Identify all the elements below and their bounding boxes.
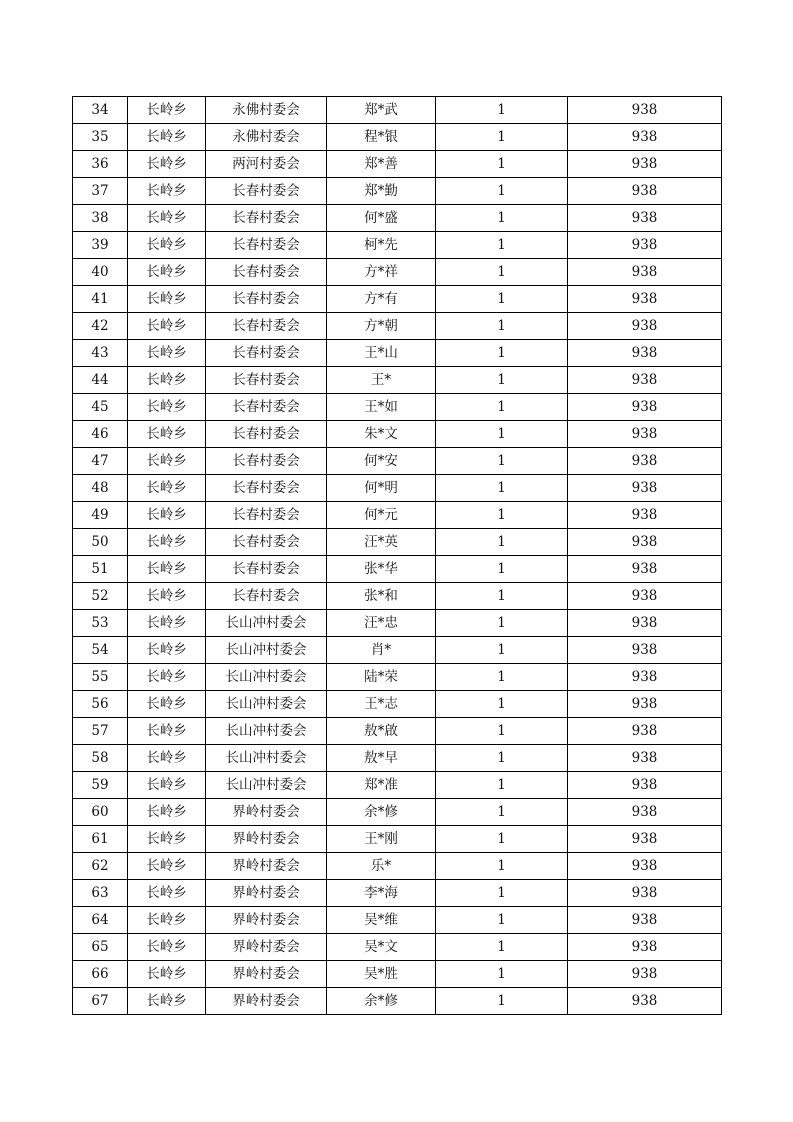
row-number-cell: 66 (73, 961, 128, 988)
count-cell: 1 (436, 556, 568, 583)
name-cell: 汪*忠 (327, 610, 436, 637)
name-cell: 余*修 (327, 799, 436, 826)
row-number-cell: 65 (73, 934, 128, 961)
township-cell: 长岭乡 (128, 961, 206, 988)
amount-cell: 938 (568, 664, 722, 691)
table-row (73, 151, 722, 178)
village-committee-cell: 长春村委会 (206, 205, 327, 232)
name-cell: 敖*早 (327, 745, 436, 772)
township-cell: 长岭乡 (128, 97, 206, 124)
amount-cell: 938 (568, 934, 722, 961)
amount-cell: 938 (568, 151, 722, 178)
amount-cell: 938 (568, 421, 722, 448)
amount-cell: 938 (568, 205, 722, 232)
village-committee-cell: 长春村委会 (206, 178, 327, 205)
count-cell: 1 (436, 718, 568, 745)
row-number-cell: 64 (73, 907, 128, 934)
count-cell: 1 (436, 826, 568, 853)
amount-cell: 938 (568, 718, 722, 745)
village-committee-cell: 长春村委会 (206, 232, 327, 259)
township-cell: 长岭乡 (128, 853, 206, 880)
table-body (73, 97, 722, 1015)
table-row (73, 880, 722, 907)
count-cell: 1 (436, 583, 568, 610)
row-number-cell: 62 (73, 853, 128, 880)
name-cell: 何*元 (327, 502, 436, 529)
count-cell: 1 (436, 988, 568, 1015)
table-row (73, 826, 722, 853)
count-cell: 1 (436, 907, 568, 934)
township-cell: 长岭乡 (128, 691, 206, 718)
count-cell: 1 (436, 745, 568, 772)
table-row (73, 232, 722, 259)
row-number-cell: 59 (73, 772, 128, 799)
amount-cell: 938 (568, 178, 722, 205)
amount-cell: 938 (568, 394, 722, 421)
table-row (73, 961, 722, 988)
count-cell: 1 (436, 394, 568, 421)
amount-cell: 938 (568, 853, 722, 880)
name-cell: 张*和 (327, 583, 436, 610)
table-row (73, 124, 722, 151)
name-cell: 汪*英 (327, 529, 436, 556)
name-cell: 郑*准 (327, 772, 436, 799)
row-number-cell: 58 (73, 745, 128, 772)
count-cell: 1 (436, 610, 568, 637)
count-cell: 1 (436, 934, 568, 961)
amount-cell: 938 (568, 745, 722, 772)
amount-cell: 938 (568, 340, 722, 367)
village-committee-cell: 界岭村委会 (206, 934, 327, 961)
table-row (73, 421, 722, 448)
amount-cell: 938 (568, 97, 722, 124)
township-cell: 长岭乡 (128, 124, 206, 151)
count-cell: 1 (436, 205, 568, 232)
name-cell: 敖*啟 (327, 718, 436, 745)
amount-cell: 938 (568, 961, 722, 988)
village-committee-cell: 长春村委会 (206, 394, 327, 421)
table-row (73, 988, 722, 1015)
count-cell: 1 (436, 421, 568, 448)
table-row (73, 691, 722, 718)
row-number-cell: 42 (73, 313, 128, 340)
row-number-cell: 36 (73, 151, 128, 178)
village-committee-cell: 长春村委会 (206, 475, 327, 502)
amount-cell: 938 (568, 691, 722, 718)
village-committee-cell: 永佛村委会 (206, 97, 327, 124)
row-number-cell: 40 (73, 259, 128, 286)
township-cell: 长岭乡 (128, 610, 206, 637)
row-number-cell: 60 (73, 799, 128, 826)
row-number-cell: 56 (73, 691, 128, 718)
village-committee-cell: 长春村委会 (206, 367, 327, 394)
township-cell: 长岭乡 (128, 367, 206, 394)
table-row (73, 799, 722, 826)
name-cell: 吴*文 (327, 934, 436, 961)
count-cell: 1 (436, 475, 568, 502)
township-cell: 长岭乡 (128, 880, 206, 907)
village-committee-cell: 长春村委会 (206, 421, 327, 448)
name-cell: 郑*勤 (327, 178, 436, 205)
township-cell: 长岭乡 (128, 394, 206, 421)
count-cell: 1 (436, 151, 568, 178)
village-committee-cell: 界岭村委会 (206, 988, 327, 1015)
row-number-cell: 57 (73, 718, 128, 745)
amount-cell: 938 (568, 556, 722, 583)
count-cell: 1 (436, 529, 568, 556)
row-number-cell: 46 (73, 421, 128, 448)
village-committee-cell: 长山冲村委会 (206, 637, 327, 664)
name-cell: 程*银 (327, 124, 436, 151)
township-cell: 长岭乡 (128, 799, 206, 826)
township-cell: 长岭乡 (128, 340, 206, 367)
amount-cell: 938 (568, 988, 722, 1015)
township-cell: 长岭乡 (128, 745, 206, 772)
village-committee-cell: 长山冲村委会 (206, 664, 327, 691)
table-row (73, 529, 722, 556)
village-committee-cell: 界岭村委会 (206, 907, 327, 934)
row-number-cell: 45 (73, 394, 128, 421)
row-number-cell: 63 (73, 880, 128, 907)
village-committee-cell: 长山冲村委会 (206, 772, 327, 799)
township-cell: 长岭乡 (128, 475, 206, 502)
township-cell: 长岭乡 (128, 934, 206, 961)
table-row (73, 718, 722, 745)
name-cell: 何*安 (327, 448, 436, 475)
township-cell: 长岭乡 (128, 232, 206, 259)
amount-cell: 938 (568, 610, 722, 637)
row-number-cell: 37 (73, 178, 128, 205)
amount-cell: 938 (568, 502, 722, 529)
table-row (73, 610, 722, 637)
amount-cell: 938 (568, 583, 722, 610)
row-number-cell: 44 (73, 367, 128, 394)
village-committee-cell: 长春村委会 (206, 529, 327, 556)
count-cell: 1 (436, 313, 568, 340)
count-cell: 1 (436, 502, 568, 529)
township-cell: 长岭乡 (128, 259, 206, 286)
amount-cell: 938 (568, 772, 722, 799)
name-cell: 何*盛 (327, 205, 436, 232)
township-cell: 长岭乡 (128, 502, 206, 529)
table-row (73, 394, 722, 421)
table-row (73, 502, 722, 529)
row-number-cell: 48 (73, 475, 128, 502)
name-cell: 柯*先 (327, 232, 436, 259)
name-cell: 王*如 (327, 394, 436, 421)
name-cell: 朱*文 (327, 421, 436, 448)
township-cell: 长岭乡 (128, 556, 206, 583)
name-cell: 王*志 (327, 691, 436, 718)
row-number-cell: 43 (73, 340, 128, 367)
count-cell: 1 (436, 97, 568, 124)
village-committee-cell: 永佛村委会 (206, 124, 327, 151)
count-cell: 1 (436, 178, 568, 205)
name-cell: 陆*荣 (327, 664, 436, 691)
count-cell: 1 (436, 664, 568, 691)
township-cell: 长岭乡 (128, 313, 206, 340)
name-cell: 王* (327, 367, 436, 394)
row-number-cell: 54 (73, 637, 128, 664)
township-cell: 长岭乡 (128, 286, 206, 313)
village-committee-cell: 界岭村委会 (206, 880, 327, 907)
amount-cell: 938 (568, 637, 722, 664)
row-number-cell: 41 (73, 286, 128, 313)
count-cell: 1 (436, 961, 568, 988)
amount-cell: 938 (568, 880, 722, 907)
table-row (73, 556, 722, 583)
count-cell: 1 (436, 367, 568, 394)
count-cell: 1 (436, 637, 568, 664)
table-row (73, 259, 722, 286)
table-row (73, 178, 722, 205)
amount-cell: 938 (568, 907, 722, 934)
row-number-cell: 52 (73, 583, 128, 610)
name-cell: 肖* (327, 637, 436, 664)
township-cell: 长岭乡 (128, 826, 206, 853)
table-row (73, 907, 722, 934)
count-cell: 1 (436, 448, 568, 475)
amount-cell: 938 (568, 259, 722, 286)
name-cell: 乐* (327, 853, 436, 880)
count-cell: 1 (436, 880, 568, 907)
name-cell: 余*修 (327, 988, 436, 1015)
name-cell: 张*华 (327, 556, 436, 583)
table-row (73, 286, 722, 313)
village-committee-cell: 两河村委会 (206, 151, 327, 178)
amount-cell: 938 (568, 367, 722, 394)
table-row (73, 205, 722, 232)
amount-cell: 938 (568, 232, 722, 259)
name-cell: 郑*善 (327, 151, 436, 178)
village-committee-cell: 长春村委会 (206, 448, 327, 475)
table-row (73, 448, 722, 475)
row-number-cell: 34 (73, 97, 128, 124)
name-cell: 李*海 (327, 880, 436, 907)
table-row (73, 583, 722, 610)
village-committee-cell: 长春村委会 (206, 313, 327, 340)
village-committee-cell: 长春村委会 (206, 286, 327, 313)
row-number-cell: 50 (73, 529, 128, 556)
row-number-cell: 67 (73, 988, 128, 1015)
village-committee-cell: 长山冲村委会 (206, 718, 327, 745)
village-committee-cell: 界岭村委会 (206, 853, 327, 880)
township-cell: 长岭乡 (128, 718, 206, 745)
village-committee-cell: 界岭村委会 (206, 826, 327, 853)
amount-cell: 938 (568, 313, 722, 340)
village-committee-cell: 长春村委会 (206, 340, 327, 367)
table-row (73, 664, 722, 691)
name-cell: 方*有 (327, 286, 436, 313)
name-cell: 郑*武 (327, 97, 436, 124)
table-row (73, 97, 722, 124)
count-cell: 1 (436, 340, 568, 367)
township-cell: 长岭乡 (128, 583, 206, 610)
name-cell: 吴*胜 (327, 961, 436, 988)
count-cell: 1 (436, 772, 568, 799)
township-cell: 长岭乡 (128, 907, 206, 934)
row-number-cell: 55 (73, 664, 128, 691)
row-number-cell: 53 (73, 610, 128, 637)
township-cell: 长岭乡 (128, 421, 206, 448)
township-cell: 长岭乡 (128, 772, 206, 799)
amount-cell: 938 (568, 124, 722, 151)
table-row (73, 313, 722, 340)
village-committee-cell: 界岭村委会 (206, 961, 327, 988)
row-number-cell: 35 (73, 124, 128, 151)
village-committee-cell: 长春村委会 (206, 502, 327, 529)
township-cell: 长岭乡 (128, 637, 206, 664)
township-cell: 长岭乡 (128, 448, 206, 475)
count-cell: 1 (436, 286, 568, 313)
count-cell: 1 (436, 232, 568, 259)
row-number-cell: 61 (73, 826, 128, 853)
township-cell: 长岭乡 (128, 205, 206, 232)
count-cell: 1 (436, 259, 568, 286)
name-cell: 王*刚 (327, 826, 436, 853)
count-cell: 1 (436, 691, 568, 718)
name-cell: 方*朝 (327, 313, 436, 340)
amount-cell: 938 (568, 286, 722, 313)
table-row (73, 637, 722, 664)
amount-cell: 938 (568, 529, 722, 556)
count-cell: 1 (436, 853, 568, 880)
amount-cell: 938 (568, 826, 722, 853)
amount-cell: 938 (568, 799, 722, 826)
name-cell: 方*祥 (327, 259, 436, 286)
table-row (73, 853, 722, 880)
village-committee-cell: 长山冲村委会 (206, 610, 327, 637)
village-committee-cell: 长春村委会 (206, 583, 327, 610)
name-cell: 王*山 (327, 340, 436, 367)
table-row (73, 772, 722, 799)
table-row (73, 934, 722, 961)
table-row (73, 745, 722, 772)
row-number-cell: 49 (73, 502, 128, 529)
village-committee-cell: 长春村委会 (206, 556, 327, 583)
township-cell: 长岭乡 (128, 529, 206, 556)
row-number-cell: 47 (73, 448, 128, 475)
amount-cell: 938 (568, 448, 722, 475)
village-committee-cell: 长春村委会 (206, 259, 327, 286)
township-cell: 长岭乡 (128, 664, 206, 691)
township-cell: 长岭乡 (128, 151, 206, 178)
township-cell: 长岭乡 (128, 178, 206, 205)
table-row (73, 340, 722, 367)
beneficiary-table (72, 96, 722, 1015)
township-cell: 长岭乡 (128, 988, 206, 1015)
count-cell: 1 (436, 124, 568, 151)
row-number-cell: 38 (73, 205, 128, 232)
count-cell: 1 (436, 799, 568, 826)
row-number-cell: 39 (73, 232, 128, 259)
name-cell: 吴*维 (327, 907, 436, 934)
name-cell: 何*明 (327, 475, 436, 502)
row-number-cell: 51 (73, 556, 128, 583)
table-row (73, 475, 722, 502)
village-committee-cell: 长山冲村委会 (206, 745, 327, 772)
village-committee-cell: 界岭村委会 (206, 799, 327, 826)
village-committee-cell: 长山冲村委会 (206, 691, 327, 718)
table-row (73, 367, 722, 394)
amount-cell: 938 (568, 475, 722, 502)
